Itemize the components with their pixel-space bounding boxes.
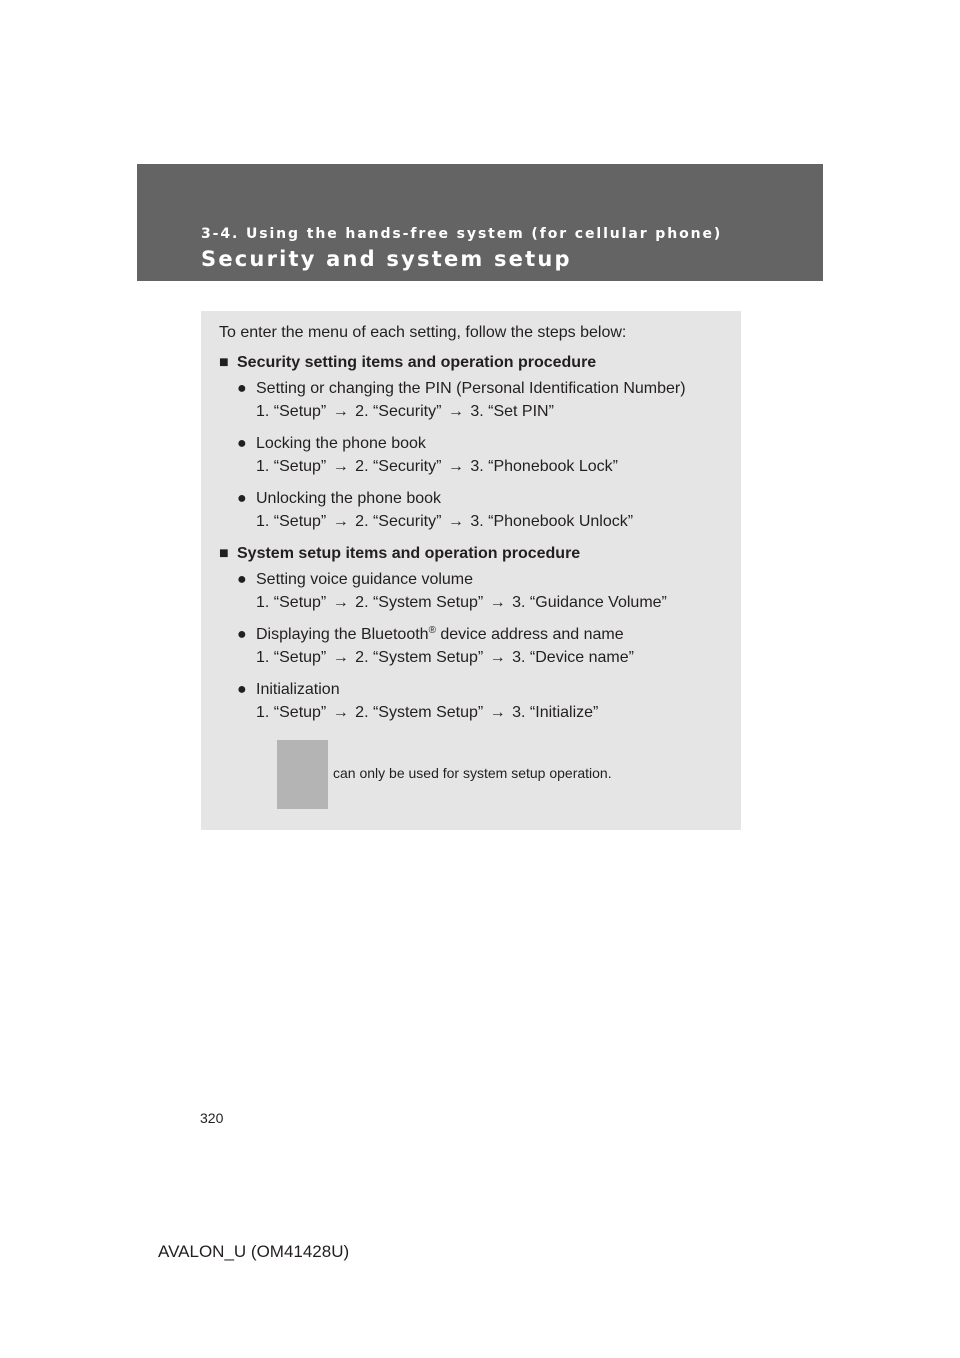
arrow-right-icon: →: [489, 704, 506, 721]
round-bullet-icon: ●: [237, 490, 247, 507]
item-title-rest: device address and name: [435, 626, 624, 643]
step: 1. “Setup”: [256, 403, 327, 420]
button-image-placeholder: [277, 740, 328, 809]
item-steps: [256, 402, 554, 422]
security-heading-text: Security setting items and operation procedure: [237, 354, 597, 371]
step: 2. “System Setup”: [355, 704, 484, 721]
list-item: [237, 625, 624, 645]
item-steps: [256, 593, 667, 613]
arrow-right-icon: →: [447, 513, 464, 530]
item-title: Setting or changing the PIN (Personal Identification Number): [256, 380, 686, 397]
item-title: Locking the phone book: [256, 435, 426, 452]
step: 3. “Device name”: [512, 649, 634, 666]
step: 1. “Setup”: [256, 513, 327, 530]
footer-code: AVALON_U (OM41428U): [158, 1242, 350, 1261]
section-label: 3-4. Using the hands-free system (for cellular phone): [201, 226, 723, 242]
security-heading: [219, 353, 596, 373]
square-bullet-icon: ■: [219, 545, 229, 562]
arrow-right-icon: →: [489, 649, 506, 666]
page-number: 320: [200, 1110, 224, 1126]
list-item: [237, 434, 426, 454]
registered-mark: ®: [428, 625, 436, 636]
step: 2. “System Setup”: [355, 594, 484, 611]
chapter-header-bar: [137, 164, 823, 281]
round-bullet-icon: ●: [237, 681, 247, 698]
step: 2. “Security”: [355, 403, 442, 420]
list-item: [237, 570, 473, 590]
arrow-right-icon: →: [332, 649, 349, 666]
list-item: [237, 379, 686, 399]
arrow-right-icon: →: [332, 704, 349, 721]
item-steps: [256, 512, 633, 532]
item-steps: [256, 457, 618, 477]
step: 3. “Guidance Volume”: [512, 594, 667, 611]
item-steps: [256, 648, 634, 668]
step: 3. “Phonebook Lock”: [470, 458, 618, 475]
arrow-right-icon: →: [447, 458, 464, 475]
arrow-right-icon: →: [447, 403, 464, 420]
item-title: Unlocking the phone book: [256, 490, 442, 507]
arrow-right-icon: →: [489, 594, 506, 611]
step: 2. “System Setup”: [355, 649, 484, 666]
arrow-right-icon: →: [332, 458, 349, 475]
item-title: Setting voice guidance volume: [256, 571, 474, 588]
system-heading: [219, 544, 580, 564]
item-title: Displaying the Bluetooth: [256, 626, 429, 643]
list-item: [237, 680, 340, 700]
round-bullet-icon: ●: [237, 571, 247, 588]
step: 1. “Setup”: [256, 704, 327, 721]
note-text: can only be used for system setup operation.: [333, 765, 612, 781]
round-bullet-icon: ●: [237, 626, 247, 643]
system-heading-text: System setup items and operation procedure: [237, 545, 581, 562]
step: 1. “Setup”: [256, 594, 327, 611]
item-title: Initialization: [256, 681, 340, 698]
step: 3. “Initialize”: [512, 704, 599, 721]
item-steps: [256, 703, 598, 723]
square-bullet-icon: ■: [219, 354, 229, 371]
step: 2. “Security”: [355, 458, 442, 475]
info-panel: [201, 311, 741, 830]
page-title: Security and system setup: [201, 247, 572, 271]
step: 2. “Security”: [355, 513, 442, 530]
step: 3. “Set PIN”: [470, 403, 554, 420]
round-bullet-icon: ●: [237, 380, 247, 397]
step: 1. “Setup”: [256, 458, 327, 475]
round-bullet-icon: ●: [237, 435, 247, 452]
arrow-right-icon: →: [332, 513, 349, 530]
arrow-right-icon: →: [332, 403, 349, 420]
intro-text: To enter the menu of each setting, follow the steps below:: [219, 324, 627, 341]
step: 1. “Setup”: [256, 649, 327, 666]
list-item: [237, 489, 441, 509]
arrow-right-icon: →: [332, 594, 349, 611]
step: 3. “Phonebook Unlock”: [470, 513, 634, 530]
